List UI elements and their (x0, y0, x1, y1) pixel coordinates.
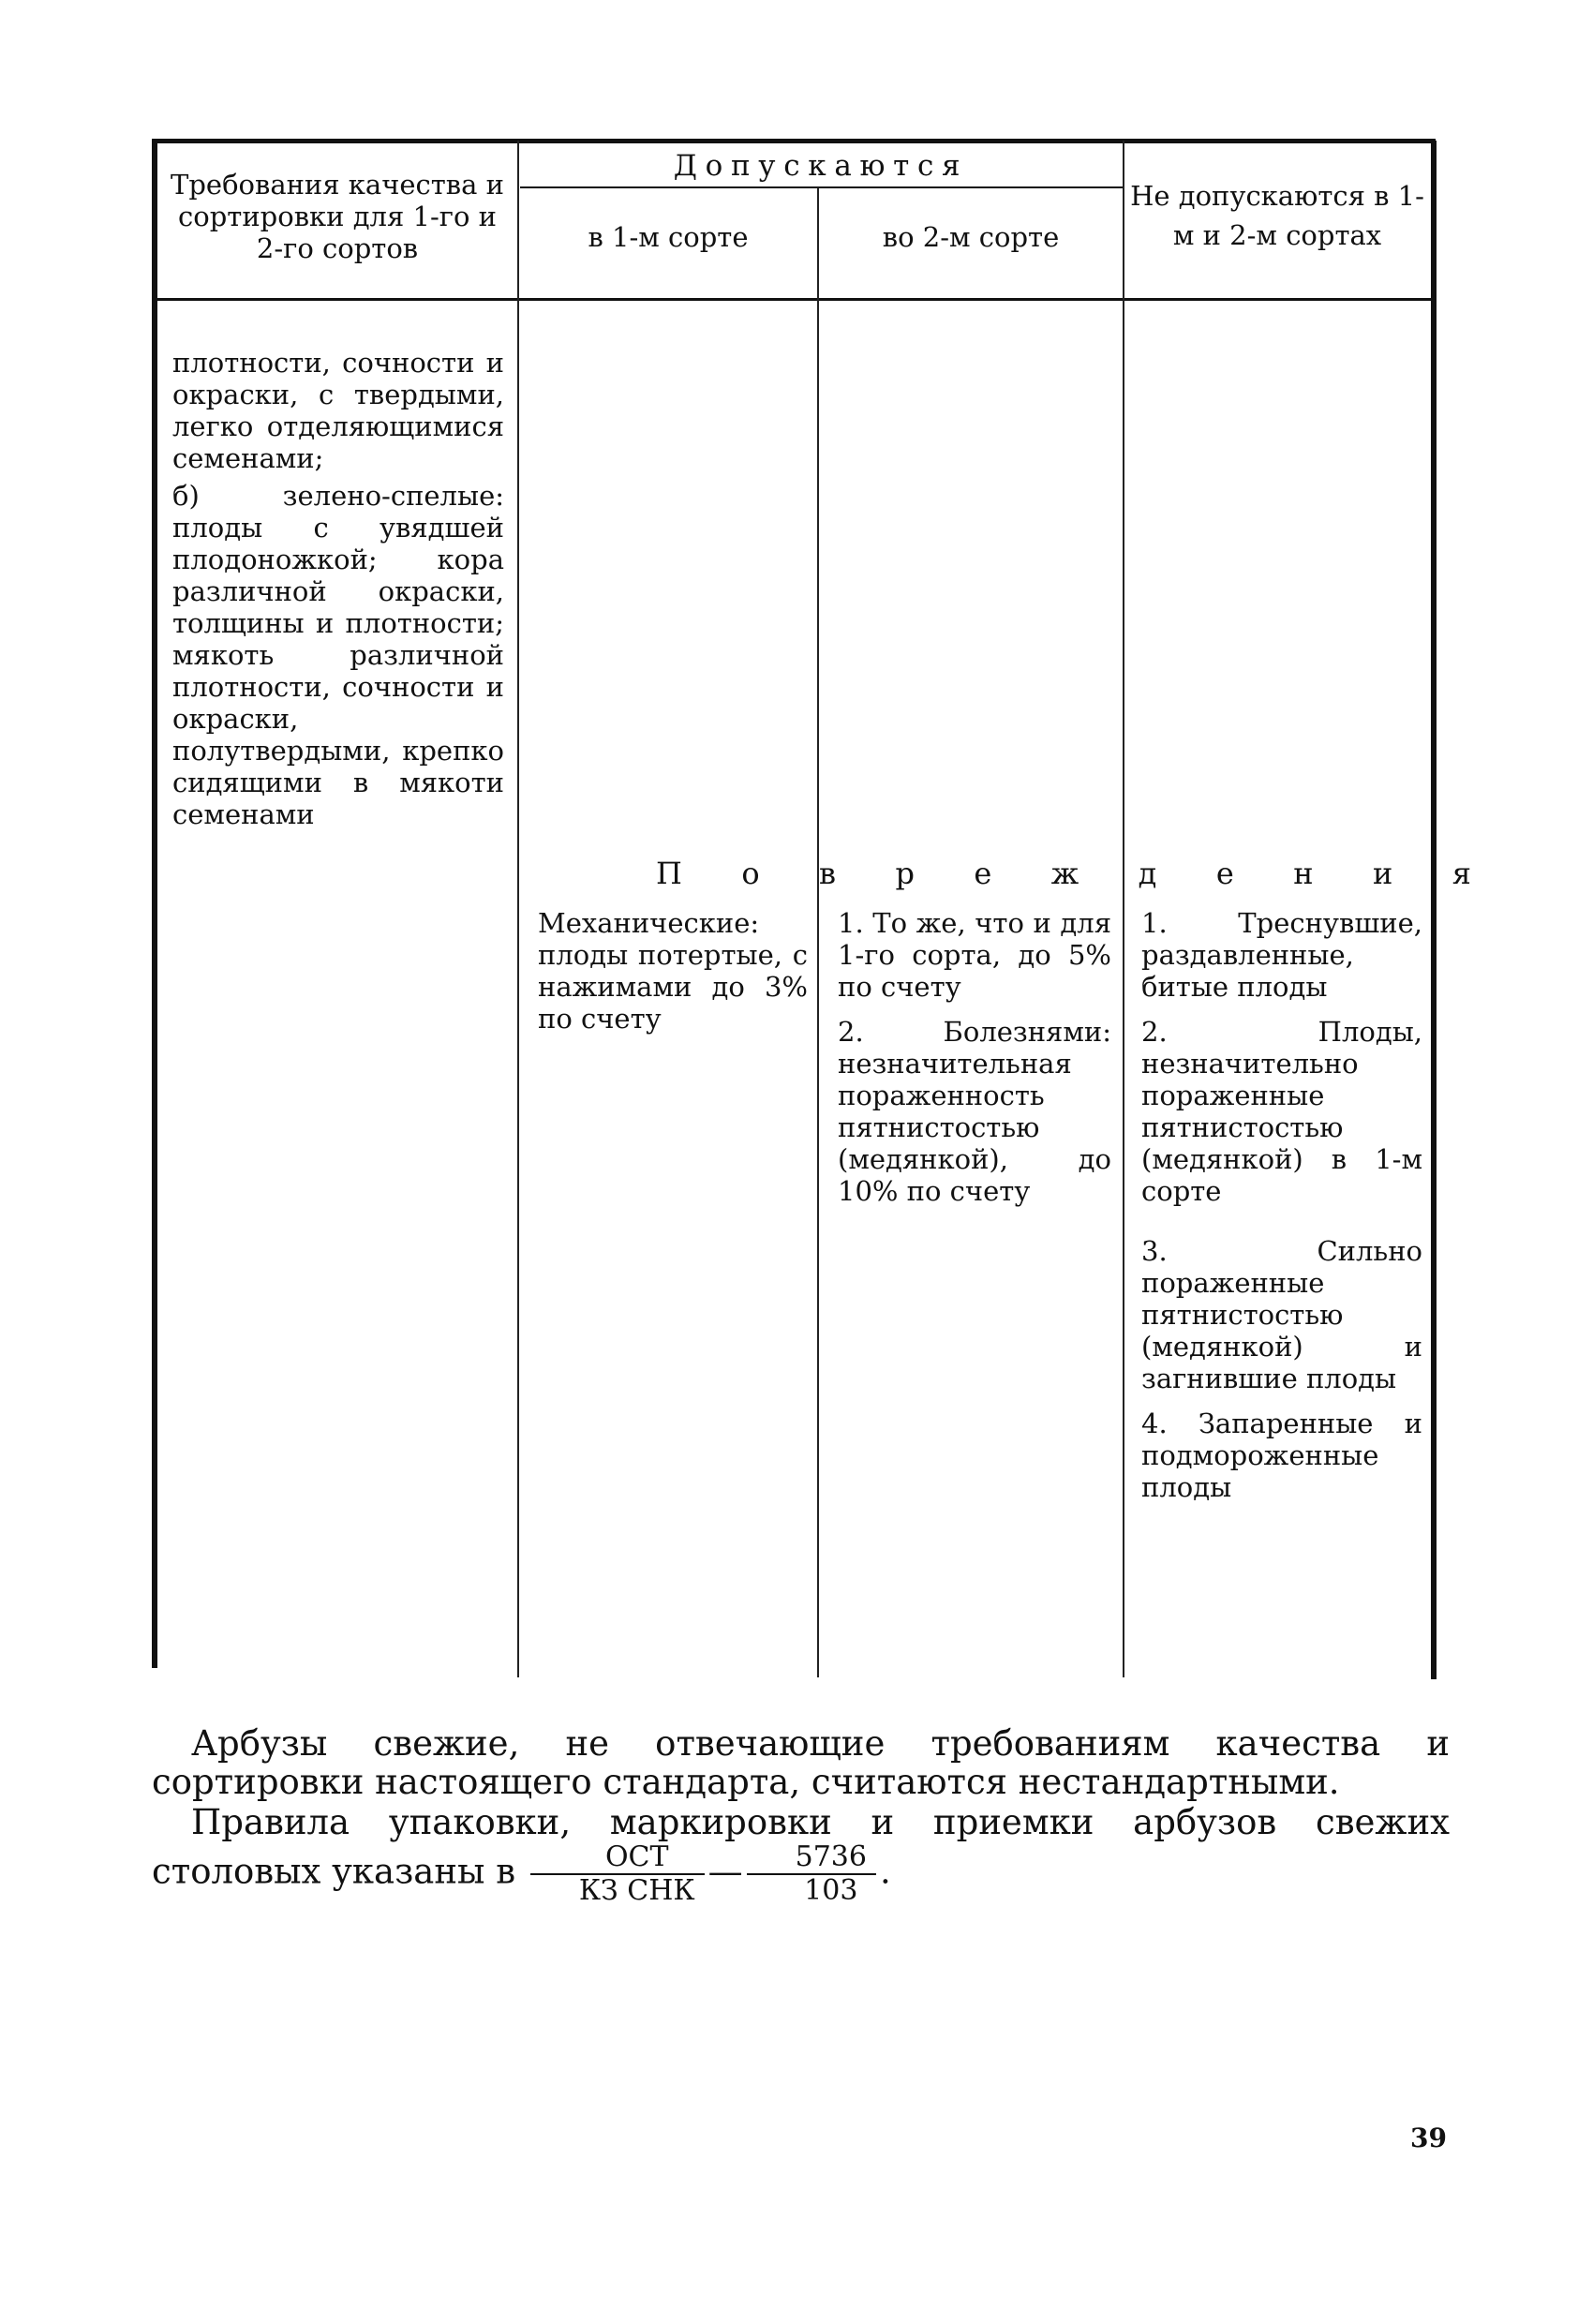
sort-2-damage-cell (838, 907, 1111, 1213)
section-title-letter: р (895, 856, 915, 891)
section-title-letter: я (1452, 856, 1471, 891)
ost-fraction (530, 1841, 705, 1907)
section-title-letter: в (819, 856, 837, 891)
column-divider-1 (517, 141, 519, 1677)
section-title-letter: о (741, 856, 760, 891)
not-allowed-item: 3. Сильно пораженные пятнистостью (медянкой) и загнившие плоды (1141, 1235, 1422, 1394)
section-title-letter: н (1293, 856, 1314, 891)
section-title-letter: е (1215, 856, 1234, 891)
column-divider-3 (1123, 141, 1124, 1677)
section-title-letter: ж (1050, 856, 1079, 891)
sort-1-damage-cell: Механические: плоды потертые, с нажимами до 3% по счету (538, 907, 808, 1035)
header-requirements: Требования качества и сортировки для 1-го и 2-го сортов (171, 169, 504, 264)
table-right-border (1431, 141, 1437, 1679)
column-divider-2 (817, 187, 819, 1677)
not-allowed-item: 1. Треснувшие, раздавленные, битые плоды (1141, 907, 1422, 1003)
page-number: 39 (1410, 2123, 1447, 2153)
section-title-letter: П (656, 856, 682, 891)
section-title-damage (656, 856, 1471, 891)
fraction-dash: — (707, 1851, 743, 1892)
not-allowed-cell (1141, 907, 1422, 1509)
ost-fraction-numerator: ОСТ (530, 1841, 705, 1875)
header-allowed-group: Допускаются (673, 149, 969, 183)
header-sort-1: в 1-м сорте (588, 221, 749, 253)
group-header-rule (520, 186, 1123, 188)
table-left-border (152, 141, 157, 1668)
header-bottom-rule (152, 298, 1436, 301)
section-title-letter: д (1138, 856, 1157, 891)
requirements-paragraph-2: б) зелено-спелые: плоды с увядшей плодоножкой; кора различной окраски, толщины и плотности; мякоть различной плотности, сочности и окраски, полутвердыми, крепко сидящими в мякоти семенами (172, 480, 504, 830)
section-title-letter: е (974, 856, 992, 891)
not-allowed-item: 4. Запаренные и подмороженные плоды (1141, 1408, 1422, 1503)
paragraph-nonstandard: Арбузы свежие, не отвечающие требованиям качества и сортировки настоящего стандарта, считаются нестандартными. (152, 1723, 1450, 1802)
section-title-letter: и (1372, 856, 1393, 891)
number-fraction-denominator: 103 (804, 1874, 858, 1907)
sort-2-item: 1. То же, что и для 1-го сорта, до 5% по счету (838, 907, 1111, 1003)
number-fraction (747, 1841, 876, 1907)
paragraph-packaging-rules (152, 1803, 1450, 1907)
header-not-allowed: Не допускаются в 1-м и 2-м сортах (1130, 180, 1424, 251)
not-allowed-item: 2. Плоды, незначительно пораженные пятнистостью (медянкой) в 1-м сорте (1141, 1016, 1422, 1207)
final-period: . (879, 1851, 891, 1892)
number-fraction-numerator: 5736 (747, 1841, 876, 1875)
requirements-cell (172, 347, 504, 836)
header-sort-2: во 2-м сорте (882, 221, 1060, 253)
packaging-rules-text: Правила упаковки, маркировки и приемки арбузов свежих столовых указаны в (152, 1802, 1450, 1892)
requirements-paragraph-1: плотности, сочности и окраски, с твердыми, легко отделяющимися семенами; (172, 347, 504, 474)
table-top-rule (152, 139, 1436, 143)
ost-fraction-denominator: КЗ СНК (578, 1874, 695, 1907)
sort-2-item: 2. Болезнями: незначительная пораженность пятнистостью (медянкой), до 10% по счету (838, 1016, 1111, 1207)
